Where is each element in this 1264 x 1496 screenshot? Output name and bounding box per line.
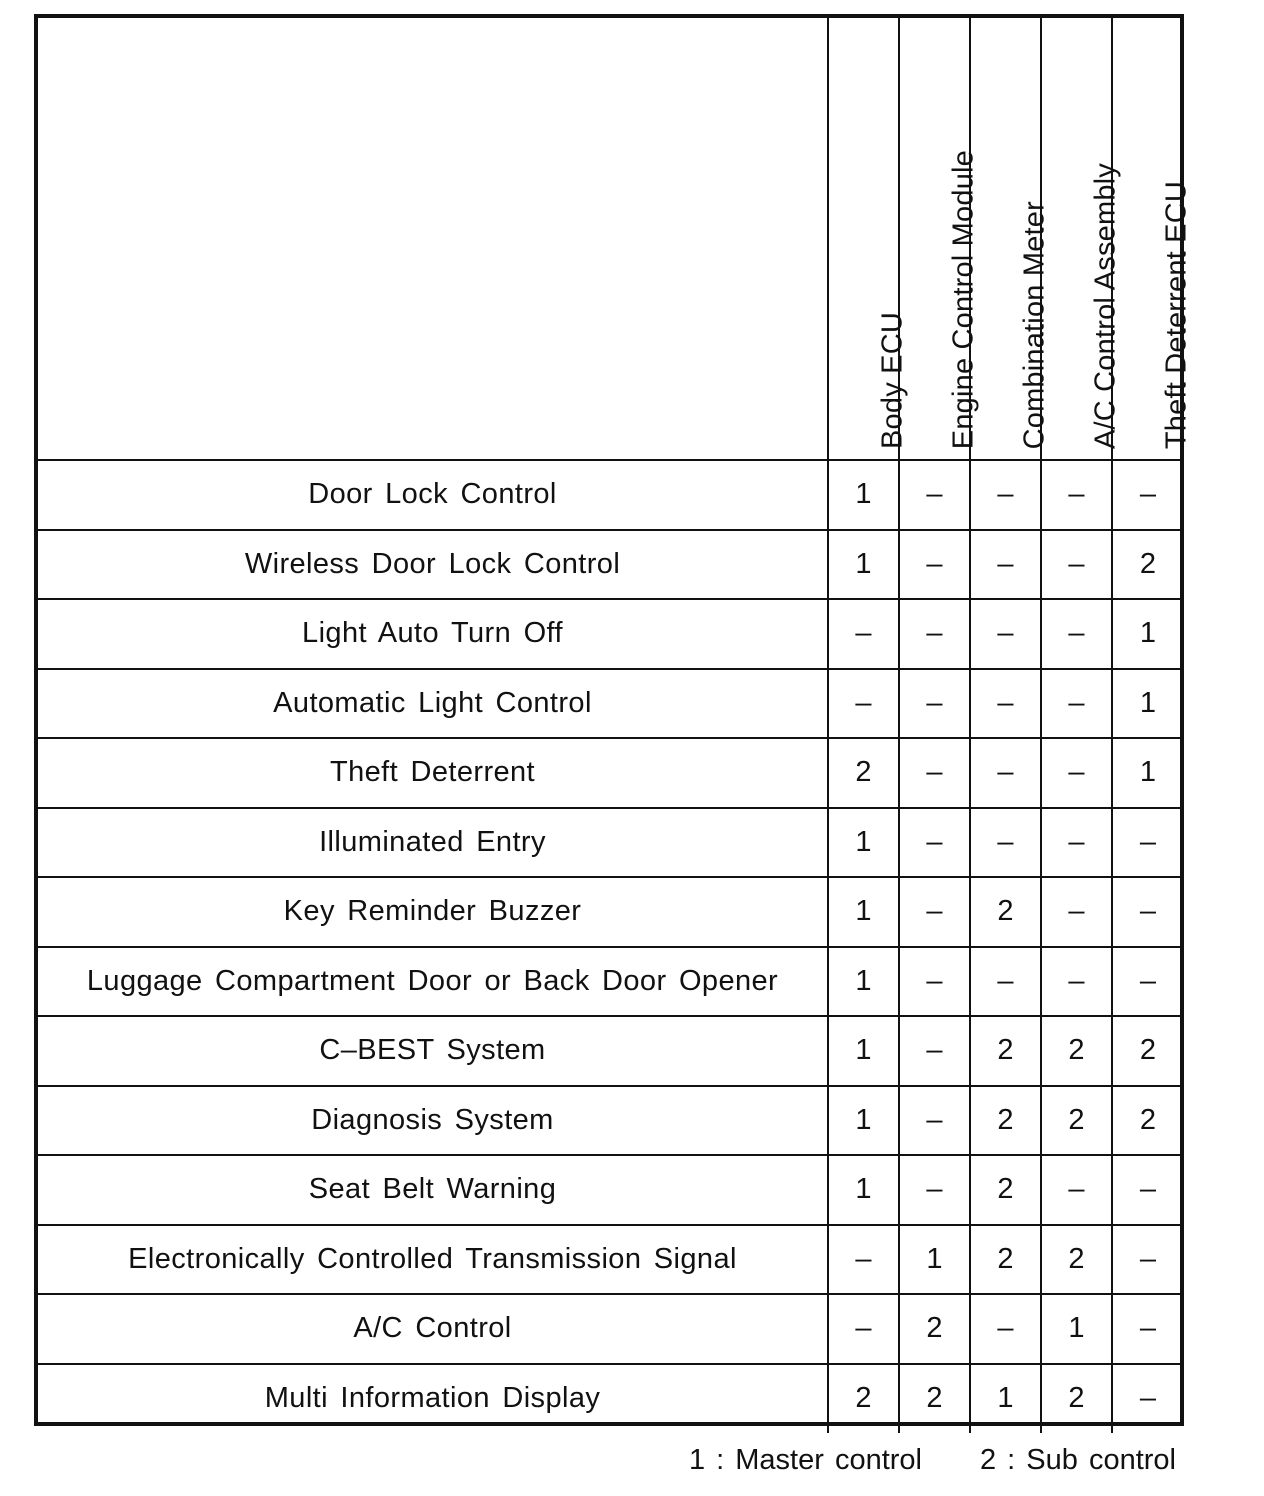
control-table — [38, 18, 1193, 1433]
function-name: Light Auto Turn Off — [38, 599, 828, 669]
function-name: Illuminated Entry — [38, 808, 828, 878]
control-value: 1 — [828, 947, 899, 1017]
header-module-engine-control-module — [899, 18, 979, 460]
function-name: Key Reminder Buzzer — [38, 877, 828, 947]
control-value: 1 — [1041, 1294, 1112, 1364]
control-value: 2 — [970, 1225, 1041, 1295]
table-row — [38, 947, 1183, 1017]
control-value: – — [899, 669, 970, 739]
control-value: 2 — [1041, 1086, 1112, 1156]
control-value: – — [899, 1016, 970, 1086]
control-value: – — [828, 669, 899, 739]
header-module-combination-meter — [970, 18, 1050, 460]
control-value: – — [899, 877, 970, 947]
table-row — [38, 1364, 1183, 1434]
control-value: 1 — [1112, 599, 1183, 669]
header-module-theft-deterrent-ecu — [1112, 18, 1193, 460]
table-row — [38, 669, 1183, 739]
control-value: 2 — [1041, 1225, 1112, 1295]
control-value: – — [899, 738, 970, 808]
control-value: – — [899, 1086, 970, 1156]
control-value: 1 — [828, 808, 899, 878]
control-value: – — [899, 460, 970, 530]
table-row — [38, 530, 1183, 600]
control-value: – — [899, 947, 970, 1017]
control-value: – — [899, 599, 970, 669]
control-value: 1 — [1112, 738, 1183, 808]
control-value: – — [970, 599, 1041, 669]
control-value: – — [1041, 947, 1112, 1017]
control-value: 2 — [1041, 1364, 1112, 1434]
function-name: C–BEST System — [38, 1016, 828, 1086]
control-value: – — [970, 808, 1041, 878]
header-row — [38, 18, 1183, 460]
function-name: Automatic Light Control — [38, 669, 828, 739]
control-value: 2 — [899, 1364, 970, 1434]
control-value: – — [1041, 738, 1112, 808]
module-label: Body ECU — [876, 312, 908, 449]
header-module-body-ecu — [828, 18, 908, 460]
control-value: – — [1112, 1155, 1183, 1225]
control-value: – — [1112, 460, 1183, 530]
control-value: – — [1041, 808, 1112, 878]
control-value: 1 — [828, 1016, 899, 1086]
control-value: – — [1041, 1155, 1112, 1225]
control-value: – — [828, 1225, 899, 1295]
legend-master: 1 : Master control — [688, 1444, 922, 1476]
control-value: 1 — [828, 1155, 899, 1225]
control-value: – — [1112, 1225, 1183, 1295]
control-value: – — [970, 530, 1041, 600]
control-value: – — [1112, 877, 1183, 947]
control-value: – — [1041, 530, 1112, 600]
control-value: 2 — [970, 1155, 1041, 1225]
control-value: 2 — [1112, 530, 1183, 600]
control-value: – — [1041, 877, 1112, 947]
control-value: 2 — [899, 1294, 970, 1364]
control-value: 2 — [828, 1364, 899, 1434]
control-value: – — [970, 460, 1041, 530]
module-label: Combination Meter — [1018, 200, 1050, 449]
control-value: – — [1112, 808, 1183, 878]
function-name: Wireless Door Lock Control — [38, 530, 828, 600]
function-name: Electronically Controlled Transmission Signal — [38, 1225, 828, 1295]
control-value: – — [1112, 947, 1183, 1017]
control-value: – — [1041, 669, 1112, 739]
control-value: 1 — [828, 877, 899, 947]
header-blank-cell — [38, 18, 828, 460]
control-value: – — [970, 738, 1041, 808]
control-value: – — [970, 947, 1041, 1017]
function-name: Theft Deterrent — [38, 738, 828, 808]
table-row — [38, 877, 1183, 947]
module-label: Engine Control Module — [947, 149, 979, 449]
control-value: 2 — [1112, 1086, 1183, 1156]
table-row — [38, 1016, 1183, 1086]
table-row — [38, 808, 1183, 878]
control-value: – — [970, 669, 1041, 739]
control-value: – — [970, 1294, 1041, 1364]
control-value: 2 — [1112, 1016, 1183, 1086]
table-row — [38, 599, 1183, 669]
control-value: 2 — [970, 877, 1041, 947]
function-name: Diagnosis System — [38, 1086, 828, 1156]
control-value: – — [828, 599, 899, 669]
control-value: – — [1112, 1364, 1183, 1434]
function-name: A/C Control — [38, 1294, 828, 1364]
control-value: 2 — [970, 1086, 1041, 1156]
legend — [689, 1444, 1176, 1477]
module-label: Theft Deterrent ECU — [1160, 180, 1193, 449]
control-value: 1 — [970, 1364, 1041, 1434]
control-value: 2 — [970, 1016, 1041, 1086]
function-name: Multi Information Display — [38, 1364, 828, 1434]
control-value: – — [1112, 1294, 1183, 1364]
control-value: – — [899, 808, 970, 878]
control-value: 2 — [1041, 1016, 1112, 1086]
control-value: – — [1041, 599, 1112, 669]
table-row — [38, 1294, 1183, 1364]
module-label: A/C Control Assembly — [1089, 162, 1121, 449]
table-row — [38, 1155, 1183, 1225]
control-value: – — [828, 1294, 899, 1364]
table-row — [38, 1086, 1183, 1156]
function-name: Seat Belt Warning — [38, 1155, 828, 1225]
control-value: – — [899, 1155, 970, 1225]
function-name: Luggage Compartment Door or Back Door Opener — [38, 947, 828, 1017]
header-module-ac-control-assembly — [1041, 18, 1121, 460]
control-value: 1 — [828, 460, 899, 530]
table-row — [38, 460, 1183, 530]
control-value: 1 — [828, 530, 899, 600]
control-value: 1 — [828, 1086, 899, 1156]
legend-sub: 2 : Sub control — [980, 1444, 1176, 1476]
control-value: 2 — [828, 738, 899, 808]
function-name: Door Lock Control — [38, 460, 828, 530]
control-value: 1 — [899, 1225, 970, 1295]
control-matrix — [34, 14, 1193, 1426]
control-value: – — [899, 530, 970, 600]
table-row — [38, 1225, 1183, 1295]
control-value: – — [1041, 460, 1112, 530]
table-row — [38, 738, 1183, 808]
control-value: 1 — [1112, 669, 1183, 739]
